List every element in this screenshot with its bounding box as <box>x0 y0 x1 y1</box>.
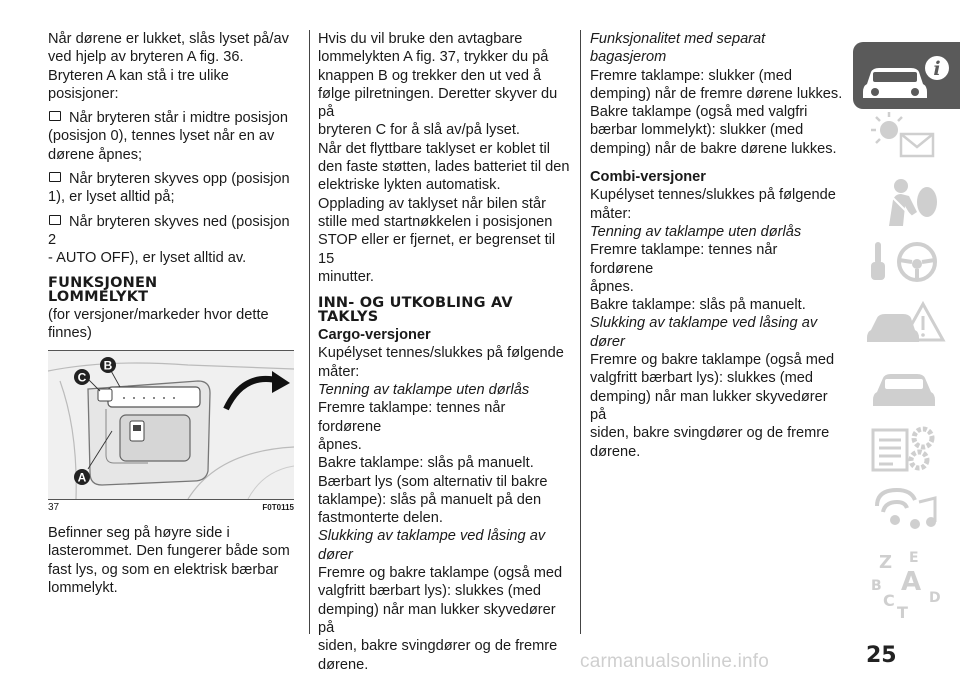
bullet-position-1: Når bryteren skyves opp (posisjon 1), er lyset alltid på; <box>48 171 290 206</box>
watermark: carmanualsonline.info <box>580 651 770 672</box>
svg-text:C: C <box>77 370 87 385</box>
after-figure-paragraph: Befinner seg på høyre side i lasterommet. Den fungerer både som fast lys, og som en elektrisk bærbar lommelykt. <box>48 525 290 597</box>
svg-text:D: D <box>929 590 941 606</box>
bullet-icon <box>49 172 61 182</box>
starting-driving-icon <box>853 228 960 295</box>
figure-number: 37 <box>48 502 60 514</box>
index-icon <box>853 538 960 618</box>
section-heading-lommelykt: FUNKSJONEN LOMMELYKT <box>48 274 158 305</box>
italic-separat-bagasjerom: Funksjonalitet med separat bagasjerom <box>590 31 766 66</box>
chapter-sidebar <box>853 28 960 638</box>
italic-slukking: Slukking av taklampe ved låsing av dører <box>590 315 818 350</box>
cargo-intro: Kupélyset tennes/slukkes på følgende måter: <box>318 345 564 380</box>
tab-car-info[interactable] <box>853 42 960 109</box>
tab-safety[interactable] <box>853 166 960 233</box>
maintenance-icon <box>853 414 960 481</box>
svg-text:B: B <box>103 358 113 373</box>
dashboard-lights-icon <box>853 104 960 171</box>
column-divider <box>309 30 310 634</box>
heading-note: (for versjoner/markeder hvor dette finnes) <box>48 306 269 341</box>
figure-code: F0T0115 <box>262 503 294 513</box>
tab-technical-data[interactable] <box>853 476 960 543</box>
column-2 <box>318 30 570 674</box>
section-heading-taklys: INN- OG UTKOBLING AV TAKLYS <box>318 295 513 326</box>
bullet-icon <box>49 215 61 225</box>
subheading-cargo: Cargo-versjoner <box>318 327 431 344</box>
svg-text:i: i <box>933 58 941 80</box>
combi-lamps: Fremre taklampe: tennes når fordørene åpnes. Bakre taklampe: slås på manuelt. <box>590 242 806 314</box>
page-number: 25 <box>866 643 897 668</box>
column-3 <box>590 30 844 461</box>
bullet-position-2: Når bryteren skyves ned (posisjon 2 - AUTO OFF), er lyset alltid av. <box>48 213 290 267</box>
emergency-icon <box>853 352 960 419</box>
figure-caption <box>48 499 294 514</box>
svg-text:A: A <box>77 470 87 485</box>
italic-tenning: Tenning av taklampe uten dørlås <box>318 382 530 399</box>
cargo-slukking-text: Fremre og bakre taklampe (også med valgfritt bærbart lys): slukkes (med demping) når man lukker skyvedører på siden, bakre svingdører og de fremre dørene. <box>318 565 563 673</box>
svg-text:Z: Z <box>879 552 893 573</box>
tab-emergency[interactable] <box>853 352 960 419</box>
combi-slukking-text: Fremre og bakre taklampe (også med valgfritt bærbart lys): slukkes (med demping) når man lukker skyvedører på siden, bakre svingdører og de fremre dørene. <box>590 352 835 460</box>
technical-data-icon <box>853 476 960 543</box>
svg-text:C: C <box>883 591 895 610</box>
removable-lamp-paragraph: Hvis du vil bruke den avtagbare lommelykten A fig. 37, trykker du på knappen B og trekker den ut ved å følge pilretningen. Deretter skyver du på bryteren C for å slå av/på lyset. Når det flyttbare taklyset er koblet til den faste støtten, lades batteriet til den elektriske lykten automatisk. Opplading av taklyset når bilen står stille med startnøkkelen i posisjonen STOP eller er fjernet, er begrenset til 15 minutter. <box>318 31 570 285</box>
subheading-combi: Combi-versjoner <box>590 169 706 186</box>
tab-maintenance[interactable] <box>853 414 960 481</box>
intro-paragraph: Når dørene er lukket, slås lyset på/av ved hjelp av bryteren A fig. 36. Bryteren A kan stå i tre ulike posisjoner: <box>48 31 289 102</box>
warning-lights-icon <box>853 290 960 357</box>
separate-cargo-text: Fremre taklampe: slukker (med demping) når de fremre dørene lukkes. Bakre taklampe (også med valgfri bærbar lommelykt): slukker (med demping) når de bakre dørene lukkes. <box>590 67 843 157</box>
italic-tenning: Tenning av taklampe uten dørlås <box>590 223 802 240</box>
svg-text:A: A <box>901 567 922 597</box>
safety-icon <box>853 166 960 233</box>
combi-intro: Kupélyset tennes/slukkes på følgende måter: <box>590 187 836 222</box>
svg-text:B: B <box>871 578 882 594</box>
flashlight-illustration <box>48 351 294 499</box>
tab-warning-lights[interactable] <box>853 290 960 357</box>
tab-dashboard-lights[interactable] <box>853 104 960 171</box>
figure-37 <box>48 350 294 514</box>
column-divider <box>580 30 581 634</box>
column-1 <box>48 30 298 597</box>
car-info-icon <box>853 42 960 109</box>
italic-slukking: Slukking av taklampe ved låsing av dører <box>318 528 546 563</box>
cargo-lamps: Fremre taklampe: tennes når fordørene åpnes. Bakre taklampe: slås på manuelt. Bærbart lys (som alternativ til bakre taklampe): slås på manuelt på den fastmonterte delen. <box>318 400 548 527</box>
svg-text:T: T <box>897 603 908 618</box>
tab-index[interactable] <box>853 538 960 618</box>
svg-text:E: E <box>909 550 919 566</box>
bullet-position-0: Når bryteren står i midtre posisjon (posisjon 0), tennes lyset når en av dørene åpnes; <box>48 110 288 163</box>
tab-starting-driving[interactable] <box>853 228 960 295</box>
bullet-icon <box>49 111 61 121</box>
